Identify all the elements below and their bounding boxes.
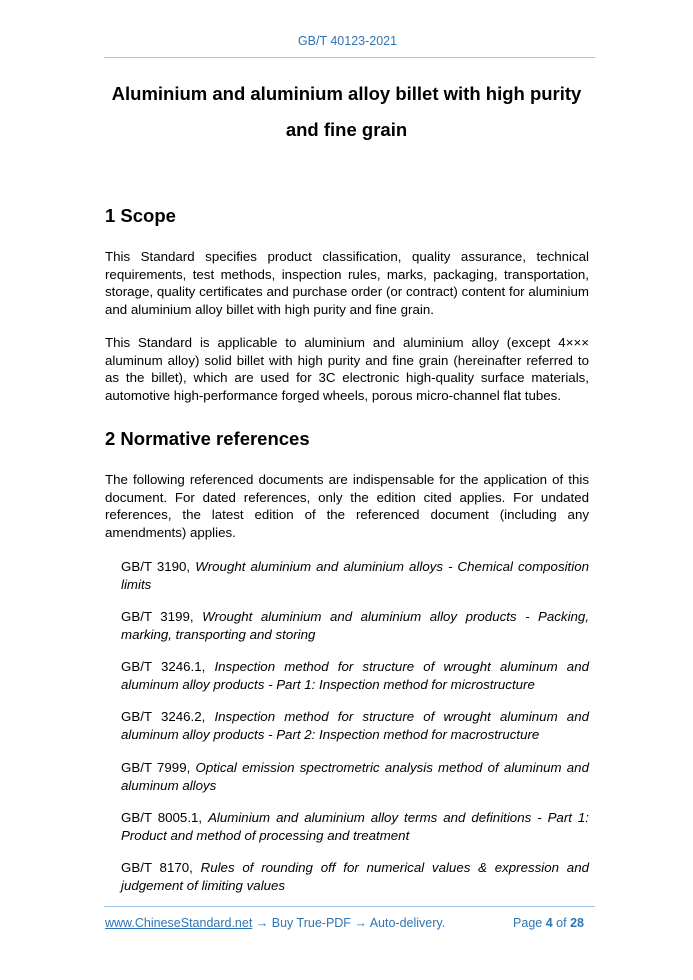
reference-title: Aluminium and aluminium alloy terms and definitions - Part 1: Product and method of processing and treatment [121, 810, 589, 843]
running-header: GB/T 40123-2021 [297, 34, 398, 48]
reference-title: Inspection method for structure of wrought aluminum and aluminum alloy products - Part 1: Inspection method for microstructure [121, 659, 589, 692]
reference-code: GB/T 8005.1, [121, 810, 203, 825]
reference-item [121, 809, 589, 844]
section-heading-normative-references: 2 Normative references [105, 428, 310, 449]
reference-title: Inspection method for structure of wrought aluminum and aluminum alloy products - Part 2: Inspection method for macrostructure [121, 709, 589, 742]
reference-item [121, 608, 589, 643]
document-title-line-2: and fine grain [285, 119, 408, 140]
chinesestandard-link[interactable]: www.ChineseStandard.net [105, 916, 253, 930]
scope-paragraph-2: This Standard is applicable to aluminium and aluminium alloy (except 4××× aluminum alloy) solid billet with high purity and fine grain (hereinafter referred to as the billet), which are used for 3C electronic high-quality surface materials, automotive high-performance forged wheels, porous micro-channel flat tubes. [105, 335, 589, 404]
of-label: of [556, 916, 567, 930]
section-heading-scope: 1 Scope [105, 205, 176, 226]
footer-tagline: → Buy True-PDF → Auto-delivery. [252, 916, 446, 930]
footer-divider [104, 906, 595, 907]
document-title-line-1: Aluminium and aluminium alloy billet with high purity [111, 83, 582, 104]
reference-title: Optical emission spectrometric analysis method of aluminum and aluminum alloys [121, 760, 589, 793]
reference-code: GB/T 3190, [121, 559, 191, 574]
reference-title: Wrought aluminium and aluminium alloy products - Packing, marking, transporting and storing [121, 609, 590, 642]
reference-item [121, 759, 589, 794]
page-total: 28 [570, 916, 584, 930]
reference-code: GB/T 8170, [121, 860, 193, 875]
reference-code: GB/T 3246.1, [121, 659, 206, 674]
scope-paragraph-1: This Standard specifies product classification, quality assurance, technical requirements, test methods, inspection rules, marks, packaging, transportation, storage, quality certificates and purchase order (or contract) content for aluminium and aluminium alloy billet with high purity and fine grain. [105, 249, 589, 318]
reference-item [121, 558, 589, 593]
page-indicator [513, 916, 584, 930]
reference-code: GB/T 3199, [121, 609, 194, 624]
reference-code: GB/T 3246.2, [121, 709, 206, 724]
reference-title: Rules of rounding off for numerical values & expression and judgement of limiting values [121, 860, 589, 893]
reference-title: Wrought aluminium and aluminium alloys - Chemical composition limits [121, 559, 589, 592]
reference-code: GB/T 7999, [121, 760, 191, 775]
page-current: 4 [545, 916, 553, 930]
reference-item [121, 708, 589, 743]
header-divider [104, 57, 595, 58]
page-footer [105, 916, 590, 930]
normative-references-intro: The following referenced documents are indispensable for the application of this document. For dated references, only the edition cited applies. For undated references, the latest edition of the referenced document (including any amendments) applies. [105, 472, 589, 541]
page-label: Page [513, 916, 543, 930]
reference-item [121, 859, 589, 894]
reference-item [121, 658, 589, 693]
